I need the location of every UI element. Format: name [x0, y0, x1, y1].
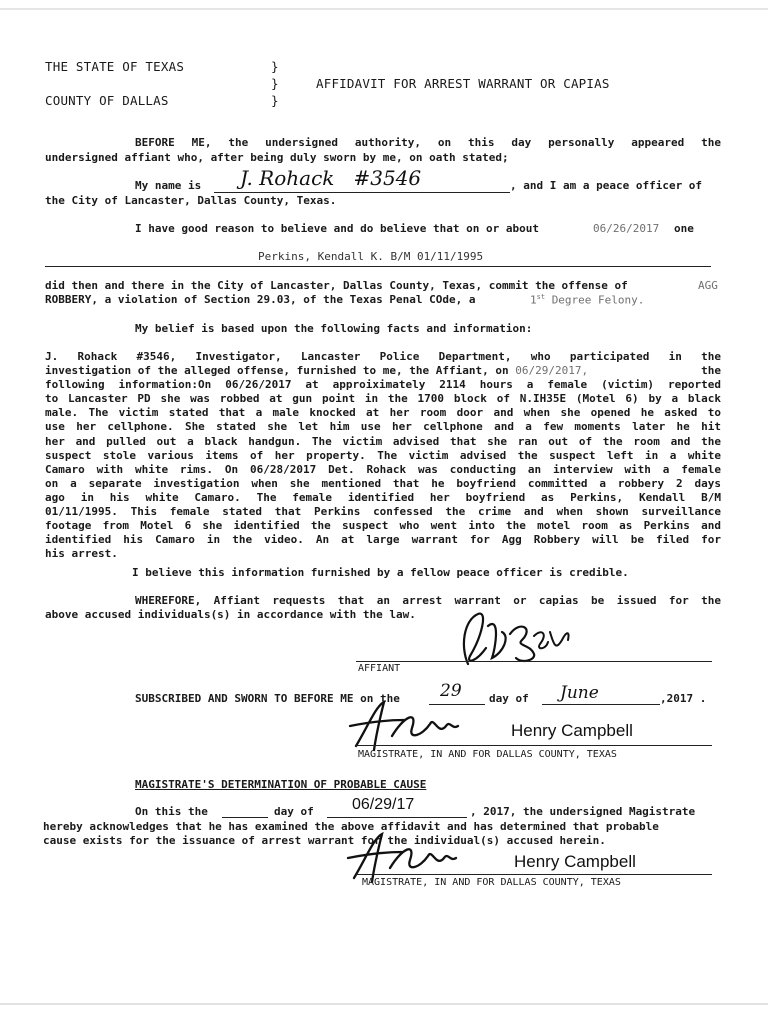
- determination-line-1c: , 2017, the undersigned Magistrate: [470, 805, 696, 818]
- brace-bottom: }: [271, 93, 279, 108]
- page-bottom-edge: [0, 1003, 768, 1005]
- brace-middle: }: [271, 76, 279, 91]
- county-heading: COUNTY OF DALLAS: [45, 93, 169, 108]
- offense-line-1: did then and there in the City of Lancaster, Dallas County, Texas, commit the offense of: [45, 279, 628, 292]
- facts-line: 01/11/1995. This female stated that Perkins confessed the crime and when shown surveillance: [45, 505, 721, 519]
- handwritten-officer-name: J. Rohack #3546: [240, 166, 422, 190]
- name-line-2: the City of Lancaster, Dallas County, Texas.: [45, 194, 337, 207]
- sworn-month: June: [560, 683, 599, 703]
- affiant-signature-drawing: [430, 606, 580, 681]
- wherefore-line-1: WHEREFORE, Affiant requests that an arrest warrant or capias be issued for the: [135, 594, 721, 607]
- determination-date-underline: [327, 817, 467, 818]
- determination-day-underline: [222, 817, 268, 818]
- sworn-year: ,2017 .: [660, 692, 707, 705]
- name-prefix: My name is: [135, 179, 202, 192]
- wherefore-line-2: above accused individuals(s) in accordance with the law.: [45, 608, 416, 621]
- name-underline: [214, 192, 510, 193]
- facts-line: her and pulled out a black handgun. The victim advised that she ran out of the room and the: [45, 434, 721, 448]
- offense-line-2: ROBBERY, a violation of Section 29.03, of the Texas Penal COde, a: [45, 293, 476, 306]
- facts-line: ago in his white Camaro. The female identified her boyfriend as Perkins, Kendall B/M: [45, 490, 721, 504]
- determination-line-1b: day of: [274, 805, 314, 818]
- incident-date: 06/26/2017: [593, 222, 660, 235]
- facts-line: suspect stole various items of her property. The victim advised the suspect left in a white: [45, 448, 721, 462]
- determination-line-2: hereby acknowledges that he has examined the above affidavit and has determined that probable: [43, 820, 659, 833]
- affidavit-title: AFFIDAVIT FOR ARREST WARRANT OR CAPIAS: [316, 76, 610, 91]
- facts-line: identified his Camaro in the video. An at large warrant for Agg Robbery will be filed for: [45, 533, 721, 547]
- facts-line: Camaro with white rims. On 06/28/2017 Det. Rohack was conducting an interview with a female: [45, 462, 721, 476]
- magistrate-name-1: Henry Campbell: [511, 721, 633, 740]
- facts-paragraph: [45, 350, 721, 561]
- facts-line: following information:On 06/26/2017 at approiximately 2114 hours a female (victim) reported: [45, 378, 721, 392]
- affiant-label: AFFIANT: [358, 663, 401, 674]
- suspect-underline: [45, 266, 711, 267]
- basis-text: My belief is based upon the following facts and information:: [135, 322, 533, 335]
- facts-line: J. Rohack #3546, Investigator, Lancaster Police Department, who participated in the: [45, 350, 721, 363]
- sworn-prefix: SUBSCRIBED AND SWORN TO BEFORE ME on the: [135, 692, 400, 705]
- intro-line-1: BEFORE ME, the undersigned authority, on this day personally appeared the: [135, 136, 721, 149]
- determination-heading: MAGISTRATE'S DETERMINATION OF PROBABLE CAUSE: [135, 778, 427, 791]
- determination-line-1a: On this the: [135, 805, 208, 818]
- intro-line-2: undersigned affiant who, after being duly sworn by me, on oath stated;: [45, 151, 509, 164]
- sworn-mid: day of: [489, 692, 529, 705]
- sworn-month-underline: [542, 704, 660, 705]
- state-heading: THE STATE OF TEXAS: [45, 59, 185, 74]
- facts-line: male. The victim stated that a male knocked at her room door and when she opened he asked to: [45, 406, 721, 420]
- sworn-day: 29: [440, 681, 462, 701]
- determination-date: 06/29/17: [352, 796, 415, 813]
- facts-line: investigation of the alleged offense, furnished to me, the Affiant, on 06/29/2017, the: [45, 364, 721, 378]
- name-suffix: , and I am a peace officer of: [510, 179, 703, 192]
- magistrate-label-1: MAGISTRATE, IN AND FOR DALLAS COUNTY, TEXAS: [358, 749, 617, 760]
- facts-line: to Lancaster PD she was robbed at gun point in the 1700 block of N.IH35E (Motel 6) by a black: [45, 392, 721, 406]
- facts-line: his arrest.: [45, 547, 118, 561]
- facts-line: use her cellphone. She stated she let him use her cellphone and a few moments later he hit: [45, 420, 721, 434]
- determination-line-3: cause exists for the issuance of arrest warrant for the individual(s) accused herein.: [43, 834, 606, 847]
- facts-line: footage from Motel 6 she identified the suspect who went into the motel room as Perkins and: [45, 519, 721, 533]
- credible-statement: I believe this information furnished by a fellow peace officer is credible.: [132, 566, 629, 579]
- affiant-line: [356, 661, 712, 662]
- page-top-edge: [0, 8, 768, 10]
- belief-text: I have good reason to believe and do believe that on or about: [135, 222, 539, 235]
- belief-suffix: one: [674, 222, 694, 235]
- magistrate-name-2: Henry Campbell: [514, 852, 636, 871]
- offense-name-start: AGG: [698, 279, 718, 292]
- magistrate-line-2: [356, 874, 712, 875]
- magistrate-label-2: MAGISTRATE, IN AND FOR DALLAS COUNTY, TEXAS: [362, 877, 621, 888]
- brace-top: }: [271, 59, 279, 74]
- facts-line: on a separate investigation when she mentioned that he boyfriend committed a robbery 2 days: [45, 476, 721, 490]
- degree-label: 1st Degree Felony.: [530, 293, 645, 307]
- suspect-name: Perkins, Kendall K. B/M 01/11/1995: [258, 250, 484, 263]
- magistrate-line-1: [356, 745, 712, 746]
- magistrate-signature-1: [346, 696, 496, 756]
